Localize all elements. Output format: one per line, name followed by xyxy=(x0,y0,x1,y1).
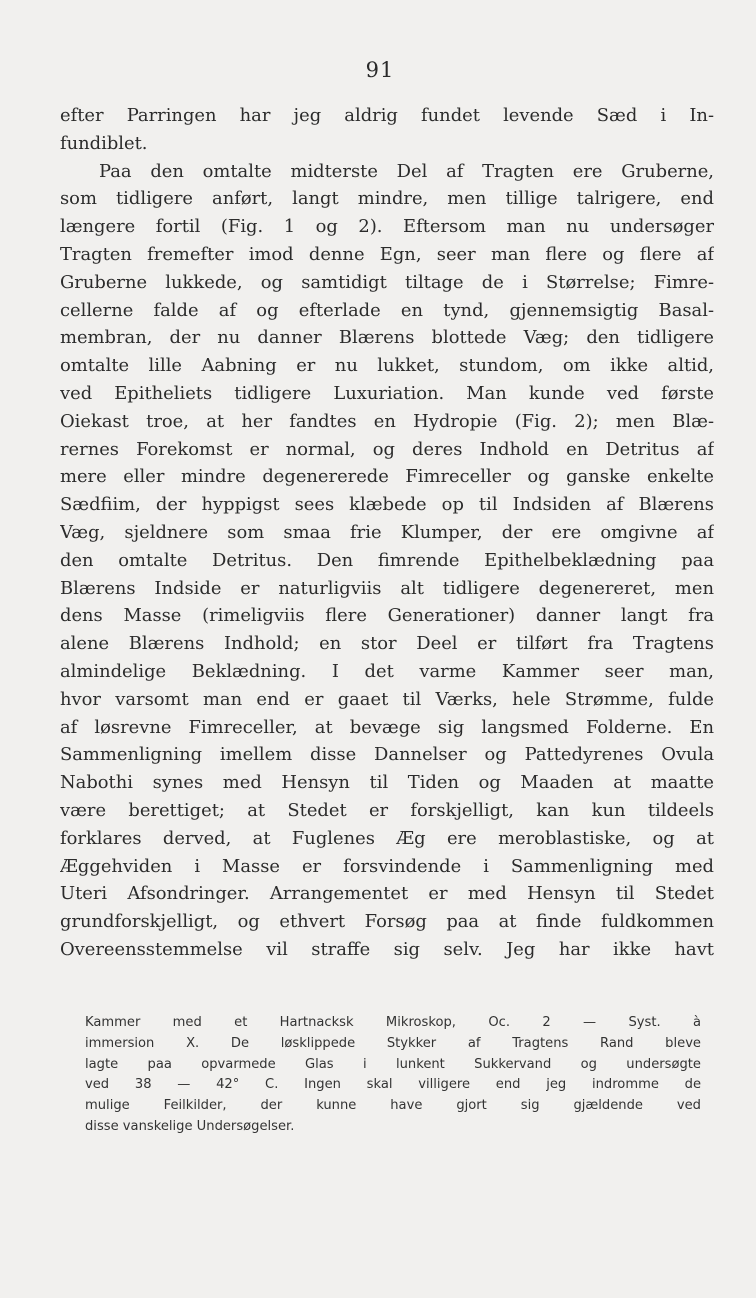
body-line: Overeensstemmelse vil straffe sig selv. Jeg har ikke havt xyxy=(60,938,714,960)
body-line: længere fortil (Fig. 1 og 2). Eftersom man nu undersøger xyxy=(60,216,714,238)
body-line: Uteri Afsondringer. Arrangementet er med Hensyn til Stedet xyxy=(60,883,714,905)
body-text xyxy=(60,102,714,964)
footnote-line: Kammer med et Hartnacksk Mikroskop, Oc. 2 — Syst. à xyxy=(85,1015,701,1030)
body-line: fundiblet. xyxy=(60,132,148,154)
footnote-line: mulige Feilkilder, der kunne have gjort sig gjældende ved xyxy=(85,1098,701,1114)
footnote-line: immersion X. De løsklippede Stykker af Tragtens Rand bleve xyxy=(85,1035,701,1051)
body-line: hvor varsomt man end er gaaet til Værks, hele Strømme, fulde xyxy=(60,688,714,710)
body-line: være berettiget; at Stedet er forskjelligt, kan kun tildeels xyxy=(60,799,714,821)
body-line: grundforskjelligt, og ethvert Forsøg paa at finde fuldkommen xyxy=(60,911,714,933)
body-line: Æggehviden i Masse er forsvindende i Sammenligning med xyxy=(60,855,714,877)
footnote-line: ved 38 — 42° C. Ingen skal villigere end jeg indromme de xyxy=(85,1077,701,1093)
body-line: membran, der nu danner Blærens blottede Væg; den tidligere xyxy=(60,327,714,349)
body-line: omtalte lille Aabning er nu lukket, stundom, om ikke altid, xyxy=(60,355,714,377)
body-line: efter Parringen har jeg aldrig fundet levende Sæd i In- xyxy=(60,105,714,126)
body-line: Paa den omtalte midterste Del af Tragten ere Gruberne, xyxy=(99,160,714,182)
body-line: Sammenligning imellem disse Dannelser og Pattedyrenes Ovula xyxy=(60,744,714,766)
footnote xyxy=(85,1013,701,1138)
body-line: den omtalte Detritus. Den fimrende Epithelbeklædning paa xyxy=(60,549,714,571)
body-line: ved Epitheliets tidligere Luxuriation. Man kunde ved første xyxy=(60,382,714,404)
body-line: alene Blærens Indhold; en stor Deel er tilført fra Tragtens xyxy=(60,633,714,655)
body-line: Sædfiim, der hyppigst sees klæbede op til Indsiden af Blærens xyxy=(60,494,714,516)
body-line: forklares derved, at Fuglenes Æg ere meroblastiske, og at xyxy=(60,827,714,849)
body-line: Væg, sjeldnere som smaa frie Klumper, der ere omgivne af xyxy=(60,521,714,543)
body-line: Nabothi synes med Hensyn til Tiden og Maaden at maatte xyxy=(60,772,714,794)
body-line: Oiekast troe, at her fandtes en Hydropie (Fig. 2); men Blæ- xyxy=(60,410,714,432)
body-line: mere eller mindre degenererede Fimreceller og ganske enkelte xyxy=(60,466,714,488)
footnote-line: lagte paa opvarmede Glas i lunkent Sukkervand og undersøgte xyxy=(85,1056,701,1072)
body-line: almindelige Beklædning. I det varme Kammer seer man, xyxy=(60,660,714,682)
page-number: 91 xyxy=(365,58,395,82)
body-line: dens Masse (rimeligviis flere Generationer) danner langt fra xyxy=(60,605,714,627)
body-line: som tidligere anført, langt mindre, men tillige talrigere, end xyxy=(60,188,714,210)
footnote-line: disse vanskelige Undersøgelser. xyxy=(85,1118,295,1134)
body-line: Blærens Indside er naturligviis alt tidligere degenereret, men xyxy=(60,577,714,599)
body-line: Tragten fremefter imod denne Egn, seer man flere og flere af xyxy=(60,243,714,265)
body-line: af løsrevne Fimreceller, at bevæge sig langsmed Folderne. En xyxy=(60,716,714,738)
body-line: rernes Forekomst er normal, og deres Indhold en Detritus af xyxy=(60,438,714,460)
body-line: Gruberne lukkede, og samtidigt tiltage de i Størrelse; Fimre- xyxy=(60,271,714,293)
body-line: cellerne falde af og efterlade en tynd, gjennemsigtig Basal- xyxy=(60,299,714,321)
